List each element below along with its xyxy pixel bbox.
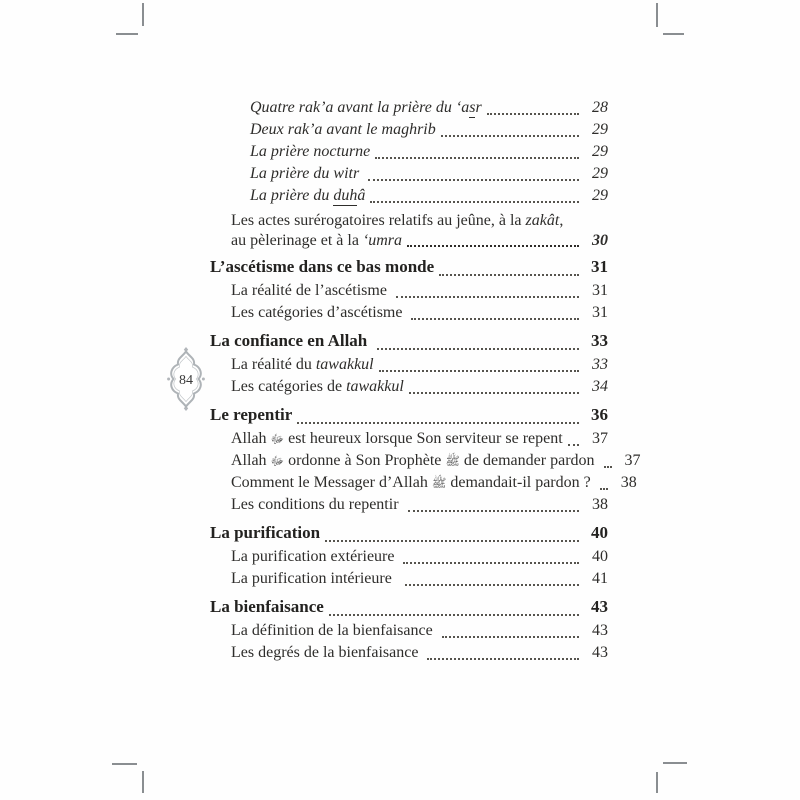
toc-chapter: La purification 40 bbox=[210, 523, 608, 542]
page-ref: 31 bbox=[591, 257, 608, 276]
crop-mark-bottom-right-h bbox=[663, 762, 687, 764]
crop-mark-top-right-h bbox=[663, 33, 684, 35]
crop-mark-top-left-h bbox=[116, 33, 138, 35]
page-ref: 37 bbox=[624, 452, 641, 469]
toc-entry: La purification intérieure 41 bbox=[231, 570, 608, 587]
toc-entry: La prière du witr 29 bbox=[250, 165, 608, 182]
toc-entry: Comment le Messager d’Allah ﷺ demandait-il pardon ? 38 bbox=[231, 474, 637, 491]
toc-entry: Les catégories d’ascétisme 31 bbox=[231, 304, 608, 321]
page-ref: 34 bbox=[592, 378, 608, 395]
page-ref: 43 bbox=[591, 597, 608, 616]
folio-number: 84 bbox=[179, 373, 193, 388]
dot-leader bbox=[403, 562, 579, 564]
toc-entry: La prière nocturne 29 bbox=[250, 143, 608, 160]
crop-mark-bottom-right-v bbox=[656, 772, 658, 793]
dot-leader bbox=[604, 466, 612, 468]
page-ref: 38 bbox=[592, 496, 608, 513]
dot-leader bbox=[297, 422, 579, 424]
toc-chapter: L’ascétisme dans ce bas monde 31 bbox=[210, 257, 608, 276]
page-ref: 29 bbox=[592, 121, 608, 138]
crop-mark-top-right-v bbox=[656, 3, 658, 27]
toc-entry: La prière du duhâ 29 bbox=[250, 187, 608, 204]
toc-entry: Les catégories de tawakkul 34 bbox=[231, 378, 608, 395]
toc-entry-line1: Les actes surérogatoires relatifs au jeûne, à la zakât, bbox=[231, 212, 564, 229]
crop-mark-top-left-v bbox=[142, 3, 144, 26]
dot-leader bbox=[439, 274, 579, 276]
dot-leader bbox=[325, 540, 579, 542]
toc-entry: La purification extérieure 40 bbox=[231, 548, 608, 565]
toc-entry: La réalité du tawakkul 33 bbox=[231, 356, 608, 373]
toc-chapter: La bienfaisance 43 bbox=[210, 597, 608, 616]
page-ref: 31 bbox=[592, 304, 608, 321]
toc-entry: Quatre rak’a avant la prière du ‘asr 28 bbox=[250, 99, 608, 116]
page-ref: 29 bbox=[592, 187, 608, 204]
page-ref: 33 bbox=[591, 331, 608, 350]
page-ref: 38 bbox=[620, 474, 637, 491]
toc-entry: Les conditions du repentir 38 bbox=[231, 496, 608, 513]
toc-entry: La définition de la bienfaisance 43 bbox=[231, 622, 608, 639]
page-ref: 40 bbox=[591, 523, 608, 542]
dot-leader bbox=[407, 245, 579, 247]
toc-entry: Les degrés de la bienfaisance 43 bbox=[231, 644, 608, 661]
folio-ornament bbox=[166, 347, 206, 411]
dot-leader bbox=[487, 113, 579, 115]
toc-entry: Deux rak’a avant le maghrib 29 bbox=[250, 121, 608, 138]
honorific-prophet-icon: ﷺ bbox=[445, 454, 460, 468]
page-ref: 28 bbox=[592, 99, 608, 116]
crop-mark-bottom-left-h bbox=[112, 763, 137, 765]
page-ref: 37 bbox=[592, 430, 608, 447]
page-ref: 40 bbox=[592, 548, 608, 565]
dot-leader bbox=[377, 348, 579, 350]
table-of-contents bbox=[210, 98, 641, 665]
dot-leader bbox=[370, 201, 579, 203]
page-ref: 36 bbox=[591, 405, 608, 424]
page-ref: 43 bbox=[592, 644, 608, 661]
dot-leader bbox=[396, 296, 579, 298]
toc-entry: La réalité de l’ascétisme 31 bbox=[231, 282, 608, 299]
dot-leader bbox=[409, 392, 579, 394]
dot-leader bbox=[375, 157, 579, 159]
toc-chapter: La confiance en Allah 33 bbox=[210, 331, 608, 350]
toc-chapter: Le repentir 36 bbox=[210, 405, 608, 424]
page-ref: 43 bbox=[592, 622, 608, 639]
dot-leader bbox=[411, 318, 579, 320]
dot-leader bbox=[427, 658, 579, 660]
honorific-allah-icon: ﷻ bbox=[270, 454, 285, 468]
honorific-prophet-icon: ﷺ bbox=[431, 476, 447, 490]
page-ref: 29 bbox=[592, 165, 608, 182]
dot-leader bbox=[408, 510, 579, 512]
dot-leader bbox=[405, 584, 579, 586]
dot-leader bbox=[441, 135, 579, 137]
page-ref: 33 bbox=[592, 356, 608, 373]
dot-leader bbox=[442, 636, 579, 638]
page-ref: 41 bbox=[592, 570, 608, 587]
toc-entry-two-line bbox=[210, 211, 608, 251]
toc-entry: Allah ﷻ ordonne à Son Prophète ﷺ de demander pardon 37 bbox=[231, 452, 641, 469]
page-ref: 31 bbox=[592, 282, 608, 299]
toc-entry: Allah ﷻ est heureux lorsque Son serviteur se repent 37 bbox=[231, 430, 608, 447]
ornament-medallion-icon bbox=[166, 347, 206, 411]
dot-leader bbox=[568, 444, 579, 446]
page-ref: 30 bbox=[592, 232, 608, 249]
toc-entry-line2: au pèlerinage et à la ‘umra 30 bbox=[231, 232, 608, 249]
honorific-allah-icon: ﷻ bbox=[270, 432, 285, 446]
page-ref: 29 bbox=[592, 143, 608, 160]
dot-leader bbox=[329, 614, 579, 616]
dot-leader bbox=[368, 179, 579, 181]
crop-mark-bottom-left-v bbox=[142, 771, 144, 793]
dot-leader bbox=[600, 488, 608, 490]
dot-leader bbox=[379, 370, 579, 372]
